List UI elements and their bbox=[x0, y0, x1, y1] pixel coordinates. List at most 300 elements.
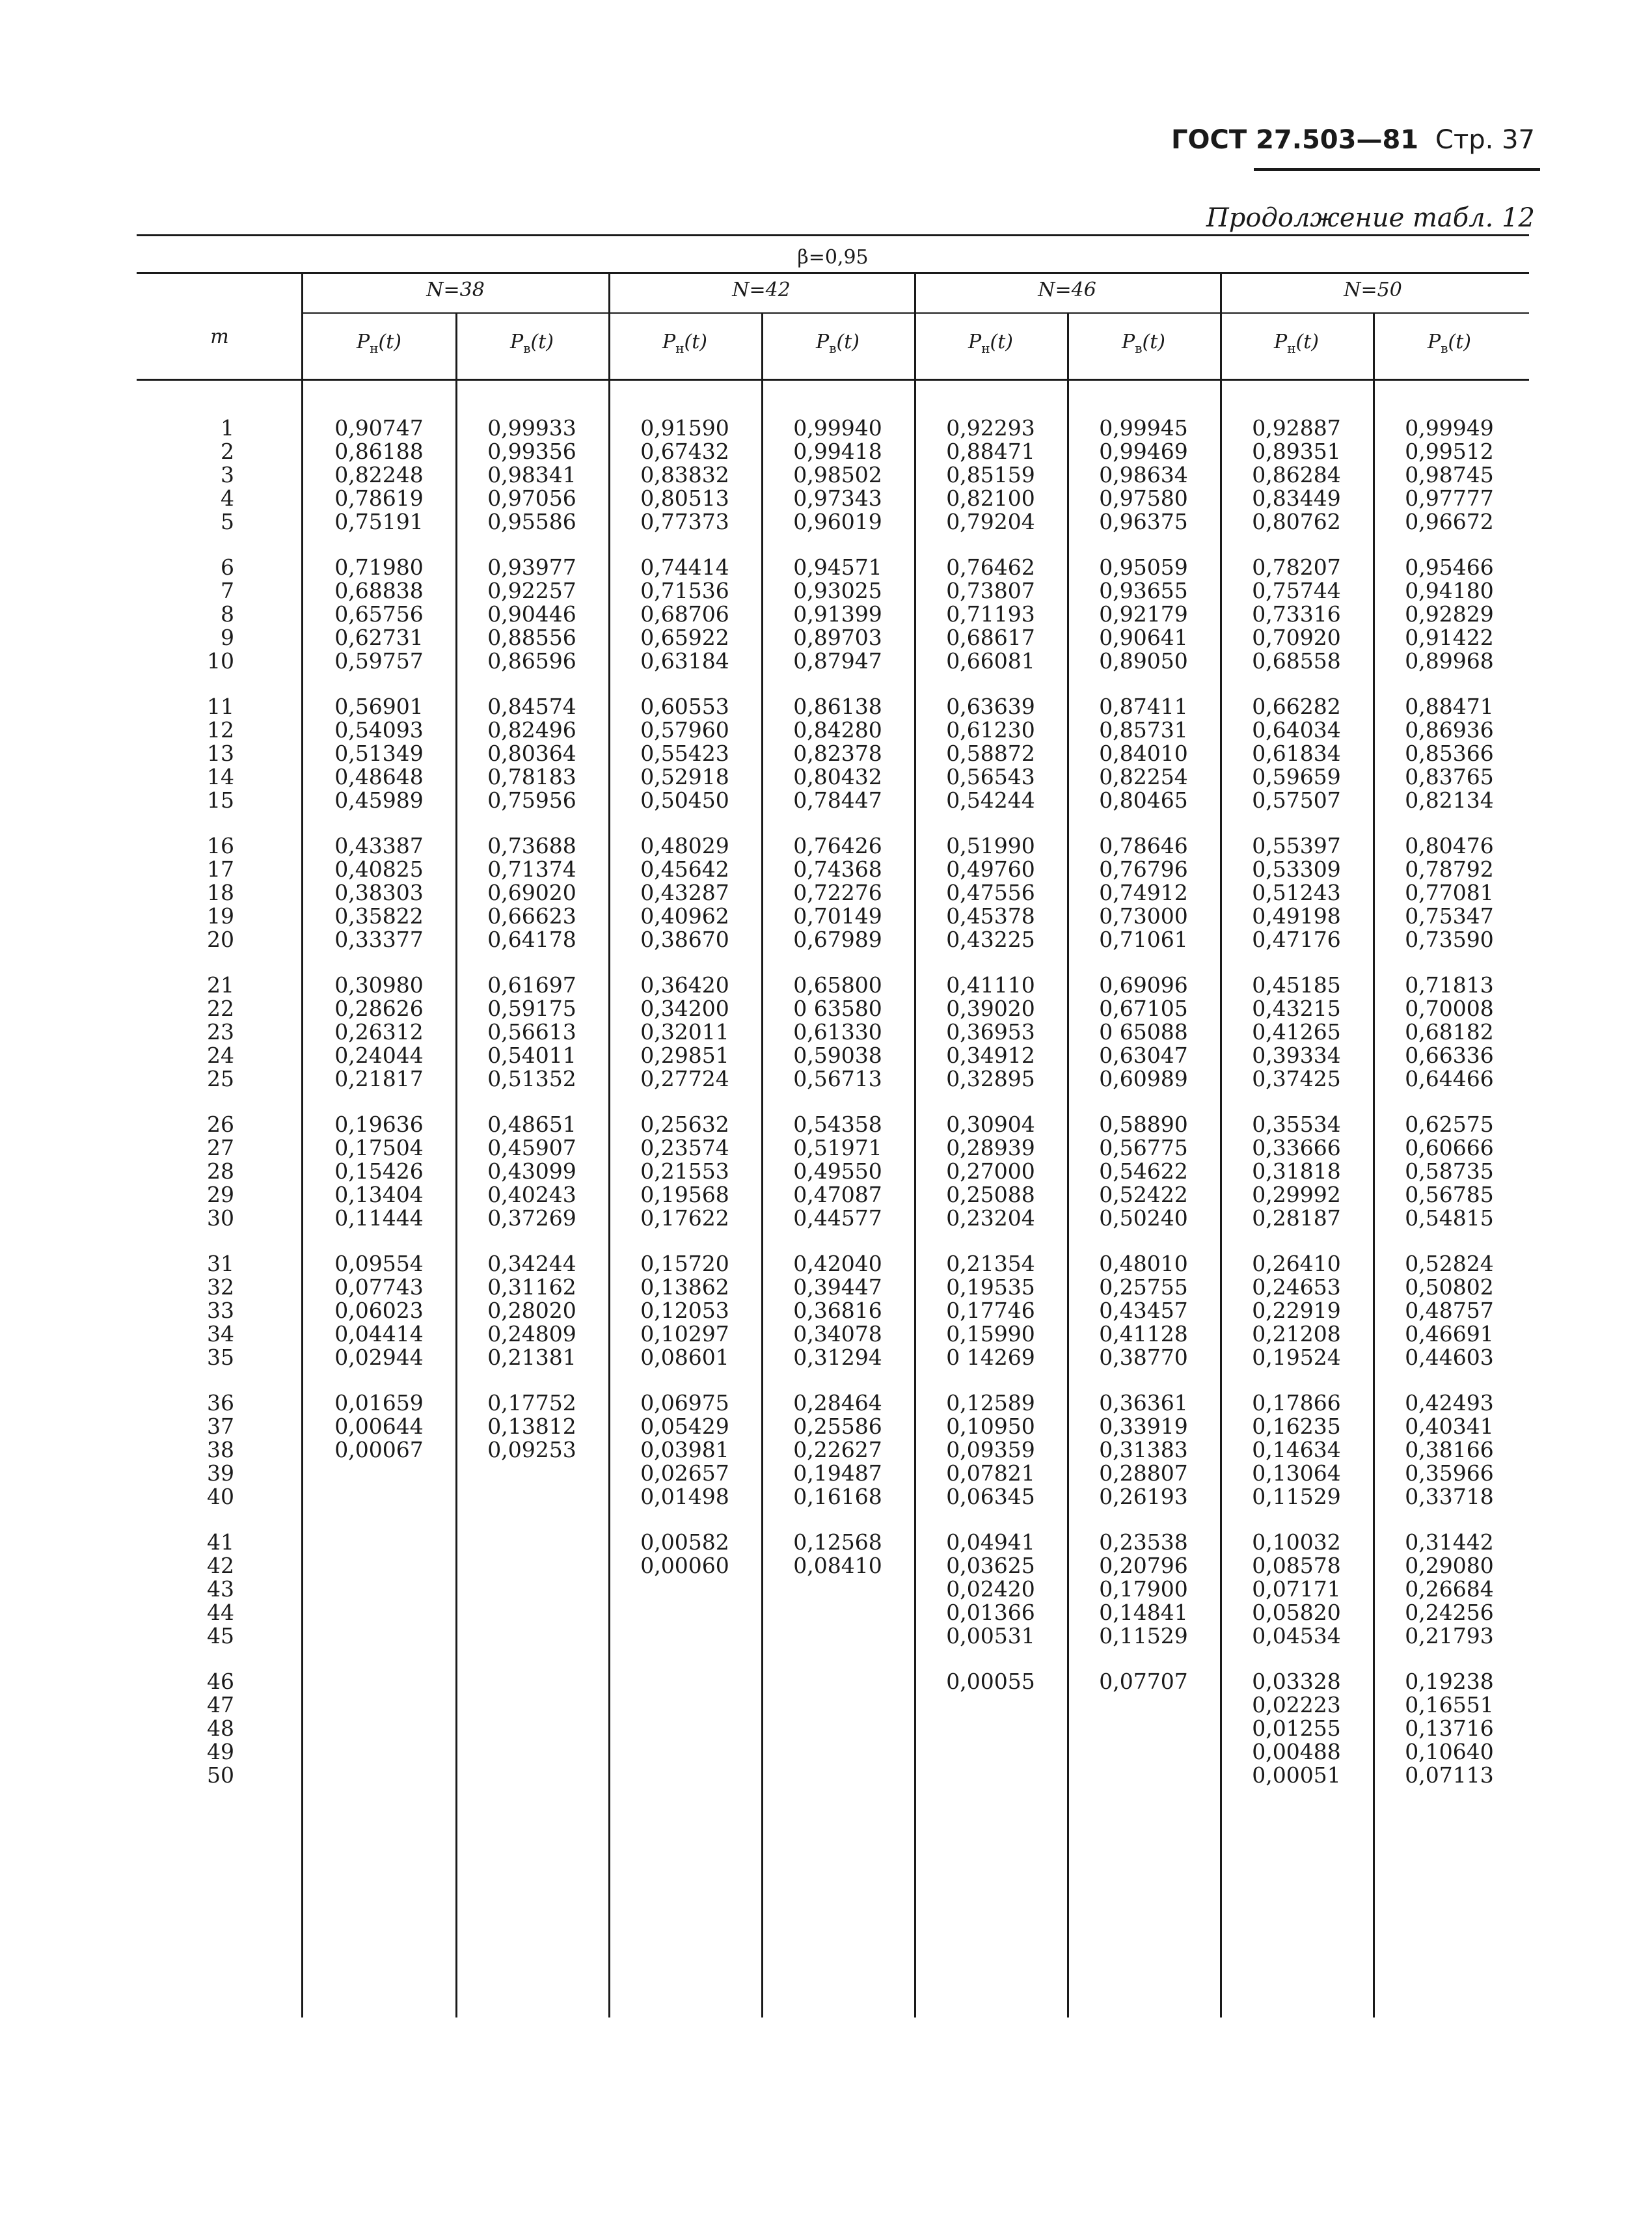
table-cell: 0,09554 bbox=[334, 1251, 424, 1276]
table-cell: 0,54011 bbox=[487, 1043, 576, 1068]
table-cell: 0,37269 bbox=[487, 1205, 576, 1231]
m-value: 34 bbox=[207, 1321, 234, 1347]
table-cell: 0,88471 bbox=[946, 439, 1035, 464]
table-cell: 0,45378 bbox=[946, 903, 1035, 929]
table-cell: 0,41110 bbox=[946, 972, 1035, 998]
m-value: 10 bbox=[207, 648, 234, 674]
m-value: 32 bbox=[207, 1274, 234, 1300]
m-value: 28 bbox=[207, 1158, 234, 1184]
table-cell: 0,93655 bbox=[1099, 578, 1188, 603]
table-cell: 0,66623 bbox=[487, 903, 576, 929]
table-cell: 0,76796 bbox=[1099, 856, 1188, 882]
table-cell: 0,21793 bbox=[1405, 1623, 1494, 1648]
m-value: 21 bbox=[207, 972, 234, 998]
table-cell: 0,13812 bbox=[487, 1414, 576, 1439]
table-cell: 0,19535 bbox=[946, 1274, 1035, 1300]
m-value: 39 bbox=[207, 1460, 234, 1486]
table-cell: 0,60666 bbox=[1405, 1135, 1494, 1160]
p-argument: (t) bbox=[1448, 331, 1471, 353]
table-cell: 0,98502 bbox=[793, 462, 882, 487]
table-cell: 0,37425 bbox=[1252, 1066, 1341, 1091]
table-cell: 0,14634 bbox=[1252, 1437, 1341, 1462]
p-subscript: н bbox=[675, 340, 684, 356]
table-cell: 0,31294 bbox=[793, 1345, 882, 1370]
table-cell: 0,98634 bbox=[1099, 462, 1188, 487]
table-cell: 0,51352 bbox=[487, 1066, 576, 1091]
table-cell: 0,16235 bbox=[1252, 1414, 1341, 1439]
table-cell: 0,92293 bbox=[946, 415, 1035, 441]
data-column bbox=[608, 234, 761, 2017]
m-value: 5 bbox=[221, 509, 234, 534]
table-cell: 0,86936 bbox=[1405, 717, 1494, 743]
table-cell: 0,83449 bbox=[1252, 485, 1341, 511]
table-cell: 0,71193 bbox=[946, 601, 1035, 627]
table-cell: 0,89351 bbox=[1252, 439, 1341, 464]
table-cell: 0,88556 bbox=[487, 625, 576, 650]
m-value: 12 bbox=[207, 717, 234, 743]
p-symbol: P bbox=[662, 331, 676, 353]
table-cell: 0,74414 bbox=[640, 554, 729, 580]
table-cell: 0,55423 bbox=[640, 741, 729, 766]
table-cell: 0,91422 bbox=[1405, 625, 1494, 650]
table-cell: 0,90446 bbox=[487, 601, 576, 627]
table-cell: 0,34912 bbox=[946, 1043, 1035, 1068]
table-cell: 0,56775 bbox=[1099, 1135, 1188, 1160]
table-cell: 0,68838 bbox=[334, 578, 424, 603]
header-underline bbox=[1254, 168, 1540, 171]
table-cell: 0,47176 bbox=[1252, 927, 1341, 952]
table-cell: 0,29851 bbox=[640, 1043, 729, 1068]
table-cell: 0,00067 bbox=[334, 1437, 424, 1462]
table-cell: 0,26684 bbox=[1405, 1576, 1494, 1602]
table-cell: 0,94180 bbox=[1405, 578, 1494, 603]
table-cell: 0,54622 bbox=[1099, 1158, 1188, 1184]
p-subscript: в bbox=[1135, 340, 1143, 356]
table-cell: 0,03981 bbox=[640, 1437, 729, 1462]
m-value: 1 bbox=[221, 415, 234, 441]
table-cell: 0,11529 bbox=[1099, 1623, 1188, 1648]
p-symbol: P bbox=[1428, 331, 1441, 353]
table-cell: 0,38303 bbox=[334, 880, 424, 905]
data-column bbox=[303, 234, 455, 2017]
table-cell: 0,43215 bbox=[1252, 996, 1341, 1021]
table-cell: 0,28939 bbox=[946, 1135, 1035, 1160]
table-cell: 0,77373 bbox=[640, 509, 729, 534]
table-cell: 0,19524 bbox=[1252, 1345, 1341, 1370]
table-cell: 0,80465 bbox=[1099, 787, 1188, 813]
table-cell: 0,80432 bbox=[793, 764, 882, 789]
table-cell: 0,71374 bbox=[487, 856, 576, 882]
table-cell: 0,61330 bbox=[793, 1019, 882, 1045]
table-cell: 0,71980 bbox=[334, 554, 424, 580]
table-cell: 0,56713 bbox=[793, 1066, 882, 1091]
table-cell: 0,27724 bbox=[640, 1066, 729, 1091]
table-cell: 0,38166 bbox=[1405, 1437, 1494, 1462]
table-cell: 0,54244 bbox=[946, 787, 1035, 813]
m-value: 14 bbox=[207, 764, 234, 789]
table-cell: 0,22627 bbox=[793, 1437, 882, 1462]
table-cell: 0,42493 bbox=[1405, 1390, 1494, 1415]
table-cell: 0,45185 bbox=[1252, 972, 1341, 998]
reliability-table bbox=[137, 234, 1529, 2017]
m-value: 17 bbox=[207, 856, 234, 882]
table-cell: 0,25755 bbox=[1099, 1274, 1188, 1300]
table-cell: 0,31442 bbox=[1405, 1529, 1494, 1555]
table-cell: 0,86188 bbox=[334, 439, 424, 464]
table-cell: 0,57507 bbox=[1252, 787, 1341, 813]
table-cell: 0,12053 bbox=[640, 1298, 729, 1323]
table-cell: 0,51971 bbox=[793, 1135, 882, 1160]
table-cell: 0,21553 bbox=[640, 1158, 729, 1184]
table-cell: 0,26193 bbox=[1099, 1484, 1188, 1509]
table-cell: 0,35822 bbox=[334, 903, 424, 929]
table-cell: 0,08410 bbox=[793, 1553, 882, 1578]
table-cell: 0,01659 bbox=[334, 1390, 424, 1415]
m-value: 49 bbox=[207, 1739, 234, 1764]
table-cell: 0,02223 bbox=[1252, 1692, 1341, 1717]
table-cell: 0,30980 bbox=[334, 972, 424, 998]
table-cell: 0,48757 bbox=[1405, 1298, 1494, 1323]
standard-number: ГОСТ 27.503—81 bbox=[1171, 125, 1419, 155]
m-value: 29 bbox=[207, 1182, 234, 1207]
table-cell: 0,89968 bbox=[1405, 648, 1494, 674]
table-cell: 0,04414 bbox=[334, 1321, 424, 1347]
table-cell: 0,43457 bbox=[1099, 1298, 1188, 1323]
p-argument: (t) bbox=[684, 331, 707, 353]
table-cell: 0,52422 bbox=[1099, 1182, 1188, 1207]
table-cell: 0,40825 bbox=[334, 856, 424, 882]
table-cell: 0,78619 bbox=[334, 485, 424, 511]
table-cell: 0,03328 bbox=[1252, 1669, 1341, 1694]
table-cell: 0,40341 bbox=[1405, 1414, 1494, 1439]
m-value: 18 bbox=[207, 880, 234, 905]
beta-label: β=0,95 bbox=[797, 246, 869, 269]
table-cell: 0,09359 bbox=[946, 1437, 1035, 1462]
table-cell: 0,04941 bbox=[946, 1529, 1035, 1555]
table-cell: 0,75347 bbox=[1405, 903, 1494, 929]
table-cell: 0,19568 bbox=[640, 1182, 729, 1207]
table-cell: 0,99512 bbox=[1405, 439, 1494, 464]
table-cell: 0,79204 bbox=[946, 509, 1035, 534]
table-cell: 0,68617 bbox=[946, 625, 1035, 650]
table-cell: 0,31818 bbox=[1252, 1158, 1341, 1184]
m-value: 35 bbox=[207, 1345, 234, 1370]
table-cell: 0,70920 bbox=[1252, 625, 1341, 650]
table-cell: 0,49760 bbox=[946, 856, 1035, 882]
table-cell: 0,10032 bbox=[1252, 1529, 1341, 1555]
table-cell: 0,24653 bbox=[1252, 1274, 1341, 1300]
table-cell: 0,74368 bbox=[793, 856, 882, 882]
data-column bbox=[914, 234, 1067, 2017]
table-cell: 0,02657 bbox=[640, 1460, 729, 1486]
table-cell: 0,24044 bbox=[334, 1043, 424, 1068]
group-header-n: N=38 bbox=[426, 279, 485, 301]
table-cell: 0,75744 bbox=[1252, 578, 1341, 603]
table-cell: 0,28464 bbox=[793, 1390, 882, 1415]
table-cell: 0,94571 bbox=[793, 554, 882, 580]
table-cell: 0,00051 bbox=[1252, 1762, 1341, 1788]
table-cell: 0,78207 bbox=[1252, 554, 1341, 580]
table-cell: 0,43287 bbox=[640, 880, 729, 905]
table-cell: 0,40243 bbox=[487, 1182, 576, 1207]
table-cell: 0,33377 bbox=[334, 927, 424, 952]
table-cell: 0,38770 bbox=[1099, 1345, 1188, 1370]
table-cell: 0,99356 bbox=[487, 439, 576, 464]
m-value: 43 bbox=[207, 1576, 234, 1602]
table-cell: 0,50802 bbox=[1405, 1274, 1494, 1300]
table-cell: 0,67105 bbox=[1099, 996, 1188, 1021]
table-cell: 0,36816 bbox=[793, 1298, 882, 1323]
table-cell: 0,42040 bbox=[793, 1251, 882, 1276]
p-argument: (t) bbox=[990, 331, 1013, 353]
table-cell: 0,40962 bbox=[640, 903, 729, 929]
table-cell: 0,47556 bbox=[946, 880, 1035, 905]
table-cell: 0,45989 bbox=[334, 787, 424, 813]
table-cell: 0,07171 bbox=[1252, 1576, 1341, 1602]
table-cell: 0,62731 bbox=[334, 625, 424, 650]
page-header bbox=[1171, 125, 1535, 155]
p-argument: (t) bbox=[1142, 331, 1165, 353]
table-cell: 0,54358 bbox=[793, 1112, 882, 1137]
table-cell: 0,87947 bbox=[793, 648, 882, 674]
table-cell: 0,64034 bbox=[1252, 717, 1341, 743]
m-value: 11 bbox=[207, 694, 234, 719]
table-cell: 0,59659 bbox=[1252, 764, 1341, 789]
table-cell: 0,25586 bbox=[793, 1414, 882, 1439]
table-cell: 0,92257 bbox=[487, 578, 576, 603]
table-cell: 0,93977 bbox=[487, 554, 576, 580]
table-cell: 0,00488 bbox=[1252, 1739, 1341, 1764]
table-cell: 0,35966 bbox=[1405, 1460, 1494, 1486]
table-cell: 0,07743 bbox=[334, 1274, 424, 1300]
table-cell: 0,26410 bbox=[1252, 1251, 1341, 1276]
table-cell: 0,07707 bbox=[1099, 1669, 1188, 1694]
table-cell: 0,24256 bbox=[1405, 1600, 1494, 1625]
table-cell: 0,08578 bbox=[1252, 1553, 1341, 1578]
m-value: 25 bbox=[207, 1066, 234, 1091]
table-cell: 0,25088 bbox=[946, 1182, 1035, 1207]
table-cell: 0,89703 bbox=[793, 625, 882, 650]
table-cell: 0,23574 bbox=[640, 1135, 729, 1160]
table-cell: 0,65800 bbox=[793, 972, 882, 998]
table-cell: 0,43099 bbox=[487, 1158, 576, 1184]
table-cell: 0,46691 bbox=[1405, 1321, 1494, 1347]
table-cell: 0,00055 bbox=[946, 1669, 1035, 1694]
table-cell: 0,97580 bbox=[1099, 485, 1188, 511]
table-cell: 0,23538 bbox=[1099, 1529, 1188, 1555]
p-symbol: P bbox=[816, 331, 830, 353]
p-argument: (t) bbox=[378, 331, 401, 353]
table-cell: 0,43387 bbox=[334, 833, 424, 858]
table-cell: 0,15426 bbox=[334, 1158, 424, 1184]
table-cell: 0,41128 bbox=[1099, 1321, 1188, 1347]
group-header-n: N=42 bbox=[732, 279, 791, 301]
table-cell: 0,31383 bbox=[1099, 1437, 1188, 1462]
m-value: 46 bbox=[207, 1669, 234, 1694]
table-cell: 0,59038 bbox=[793, 1043, 882, 1068]
table-cell: 0,07821 bbox=[946, 1460, 1035, 1486]
table-cell: 0,63047 bbox=[1099, 1043, 1188, 1068]
table-cell: 0,63184 bbox=[640, 648, 729, 674]
p-subscript: н bbox=[1287, 340, 1296, 356]
table-cell: 0,88471 bbox=[1405, 694, 1494, 719]
table-cell: 0,64178 bbox=[487, 927, 576, 952]
table-cell: 0,56901 bbox=[334, 694, 424, 719]
table-cell: 0,21817 bbox=[334, 1066, 424, 1091]
table-cell: 0,75956 bbox=[487, 787, 576, 813]
table-cell: 0,13064 bbox=[1252, 1460, 1341, 1486]
table-cell: 0,17866 bbox=[1252, 1390, 1341, 1415]
table-cell: 0,48651 bbox=[487, 1112, 576, 1137]
table-cell: 0,45907 bbox=[487, 1135, 576, 1160]
table-cell: 0,99469 bbox=[1099, 439, 1188, 464]
table-cell: 0,83765 bbox=[1405, 764, 1494, 789]
table-cell: 0,63639 bbox=[946, 694, 1035, 719]
data-column bbox=[1220, 234, 1373, 2017]
table-cell: 0,58735 bbox=[1405, 1158, 1494, 1184]
table-cell: 0,00644 bbox=[334, 1414, 424, 1439]
m-value: 4 bbox=[221, 485, 234, 511]
table-cell: 0,68558 bbox=[1252, 648, 1341, 674]
table-cell: 0,86284 bbox=[1252, 462, 1341, 487]
m-value: 6 bbox=[221, 554, 234, 580]
table-cell: 0,92179 bbox=[1099, 601, 1188, 627]
table-cell: 0,97777 bbox=[1405, 485, 1494, 511]
p-symbol: P bbox=[968, 331, 982, 353]
table-cell: 0,28626 bbox=[334, 996, 424, 1021]
m-column-header: m bbox=[210, 325, 229, 348]
table-cell: 0,34244 bbox=[487, 1251, 576, 1276]
table-cell: 0,13404 bbox=[334, 1182, 424, 1207]
table-cell: 0,96019 bbox=[793, 509, 882, 534]
table-cell: 0,29992 bbox=[1252, 1182, 1341, 1207]
table-cell: 0,07113 bbox=[1405, 1762, 1494, 1788]
table-cell: 0,36420 bbox=[640, 972, 729, 998]
table-cell: 0 65088 bbox=[1099, 1019, 1188, 1045]
table-cell: 0,99940 bbox=[793, 415, 882, 441]
table-cell: 0,06023 bbox=[334, 1298, 424, 1323]
table-cell: 0,50240 bbox=[1099, 1205, 1188, 1231]
m-value: 23 bbox=[207, 1019, 234, 1045]
table-cell: 0,48029 bbox=[640, 833, 729, 858]
m-value: 13 bbox=[207, 741, 234, 766]
table-cell: 0,58872 bbox=[946, 741, 1035, 766]
table-cell: 0,28187 bbox=[1252, 1205, 1341, 1231]
table-cell: 0,95586 bbox=[487, 509, 576, 534]
table-cell: 0,47087 bbox=[793, 1182, 882, 1207]
group-header-n: N=46 bbox=[1038, 279, 1096, 301]
table-cell: 0,06975 bbox=[640, 1390, 729, 1415]
table-cell: 0,39020 bbox=[946, 996, 1035, 1021]
table-cell: 0,71536 bbox=[640, 578, 729, 603]
table-cell: 0,70008 bbox=[1405, 996, 1494, 1021]
table-cell: 0,08601 bbox=[640, 1345, 729, 1370]
table-cell: 0,25632 bbox=[640, 1112, 729, 1137]
table-cell: 0,33718 bbox=[1405, 1484, 1494, 1509]
table-cell: 0,51349 bbox=[334, 741, 424, 766]
table-cell: 0,13862 bbox=[640, 1274, 729, 1300]
m-value: 44 bbox=[207, 1600, 234, 1625]
table-cell: 0,60553 bbox=[640, 694, 729, 719]
m-value: 15 bbox=[207, 787, 234, 813]
table-cell: 0,38670 bbox=[640, 927, 729, 952]
table-cell: 0,80476 bbox=[1405, 833, 1494, 858]
m-value: 38 bbox=[207, 1437, 234, 1462]
table-cell: 0,15990 bbox=[946, 1321, 1035, 1347]
table-cell: 0,68706 bbox=[640, 601, 729, 627]
table-cell: 0,67989 bbox=[793, 927, 882, 952]
table-cell: 0,54815 bbox=[1405, 1205, 1494, 1231]
table-cell: 0,34200 bbox=[640, 996, 729, 1021]
m-value: 19 bbox=[207, 903, 234, 929]
table-cell: 0,52824 bbox=[1405, 1251, 1494, 1276]
table-cell: 0,33919 bbox=[1099, 1414, 1188, 1439]
table-cell: 0,16168 bbox=[793, 1484, 882, 1509]
table-cell: 0,56785 bbox=[1405, 1182, 1494, 1207]
table-cell: 0,57960 bbox=[640, 717, 729, 743]
table-cell: 0,78792 bbox=[1405, 856, 1494, 882]
m-value: 48 bbox=[207, 1716, 234, 1741]
table-cell: 0,12589 bbox=[946, 1390, 1035, 1415]
table-cell: 0,05429 bbox=[640, 1414, 729, 1439]
data-column bbox=[761, 234, 914, 2017]
table-cell: 0,91399 bbox=[793, 601, 882, 627]
m-value: 45 bbox=[207, 1623, 234, 1648]
table-cell: 0,36361 bbox=[1099, 1390, 1188, 1415]
table-cell: 0,03625 bbox=[946, 1553, 1035, 1578]
table-cell: 0,76426 bbox=[793, 833, 882, 858]
table-cell: 0,99933 bbox=[487, 415, 576, 441]
table-cell: 0,99418 bbox=[793, 439, 882, 464]
p-symbol: P bbox=[510, 331, 524, 353]
table-cell: 0,50450 bbox=[640, 787, 729, 813]
table-cell: 0,16551 bbox=[1405, 1692, 1494, 1717]
table-cell: 0,73316 bbox=[1252, 601, 1341, 627]
p-subscript: н bbox=[981, 340, 990, 356]
table-cell: 0,36953 bbox=[946, 1019, 1035, 1045]
table-cell: 0,98341 bbox=[487, 462, 576, 487]
p-argument: (t) bbox=[836, 331, 860, 353]
m-value: 16 bbox=[207, 833, 234, 858]
table-cell: 0,31162 bbox=[487, 1274, 576, 1300]
table-cell: 0,00531 bbox=[946, 1623, 1035, 1648]
table-cell: 0,59757 bbox=[334, 648, 424, 674]
table-cell: 0,09253 bbox=[487, 1437, 576, 1462]
table-cell: 0,17752 bbox=[487, 1390, 576, 1415]
p-subscript: в bbox=[523, 340, 531, 356]
table-continuation-caption: Продолжение табл. 12 bbox=[1206, 203, 1535, 233]
table-cell: 0,04534 bbox=[1252, 1623, 1341, 1648]
table-cell: 0,77081 bbox=[1405, 880, 1494, 905]
table-cell: 0,69096 bbox=[1099, 972, 1188, 998]
table-cell: 0,05820 bbox=[1252, 1600, 1341, 1625]
p-subscript: н bbox=[370, 340, 379, 356]
m-value: 36 bbox=[207, 1390, 234, 1415]
table-cell: 0,84280 bbox=[793, 717, 882, 743]
m-value: 27 bbox=[207, 1135, 234, 1160]
m-value: 40 bbox=[207, 1484, 234, 1509]
table-cell: 0,20796 bbox=[1099, 1553, 1188, 1578]
table-cell: 0,82100 bbox=[946, 485, 1035, 511]
table-cell: 0,70149 bbox=[793, 903, 882, 929]
table-cell: 0,87411 bbox=[1099, 694, 1188, 719]
table-cell: 0,48010 bbox=[1099, 1251, 1188, 1276]
m-value: 8 bbox=[221, 601, 234, 627]
table-cell: 0,15720 bbox=[640, 1251, 729, 1276]
table-cell: 0,66282 bbox=[1252, 694, 1341, 719]
table-cell: 0,49198 bbox=[1252, 903, 1341, 929]
m-value: 22 bbox=[207, 996, 234, 1021]
